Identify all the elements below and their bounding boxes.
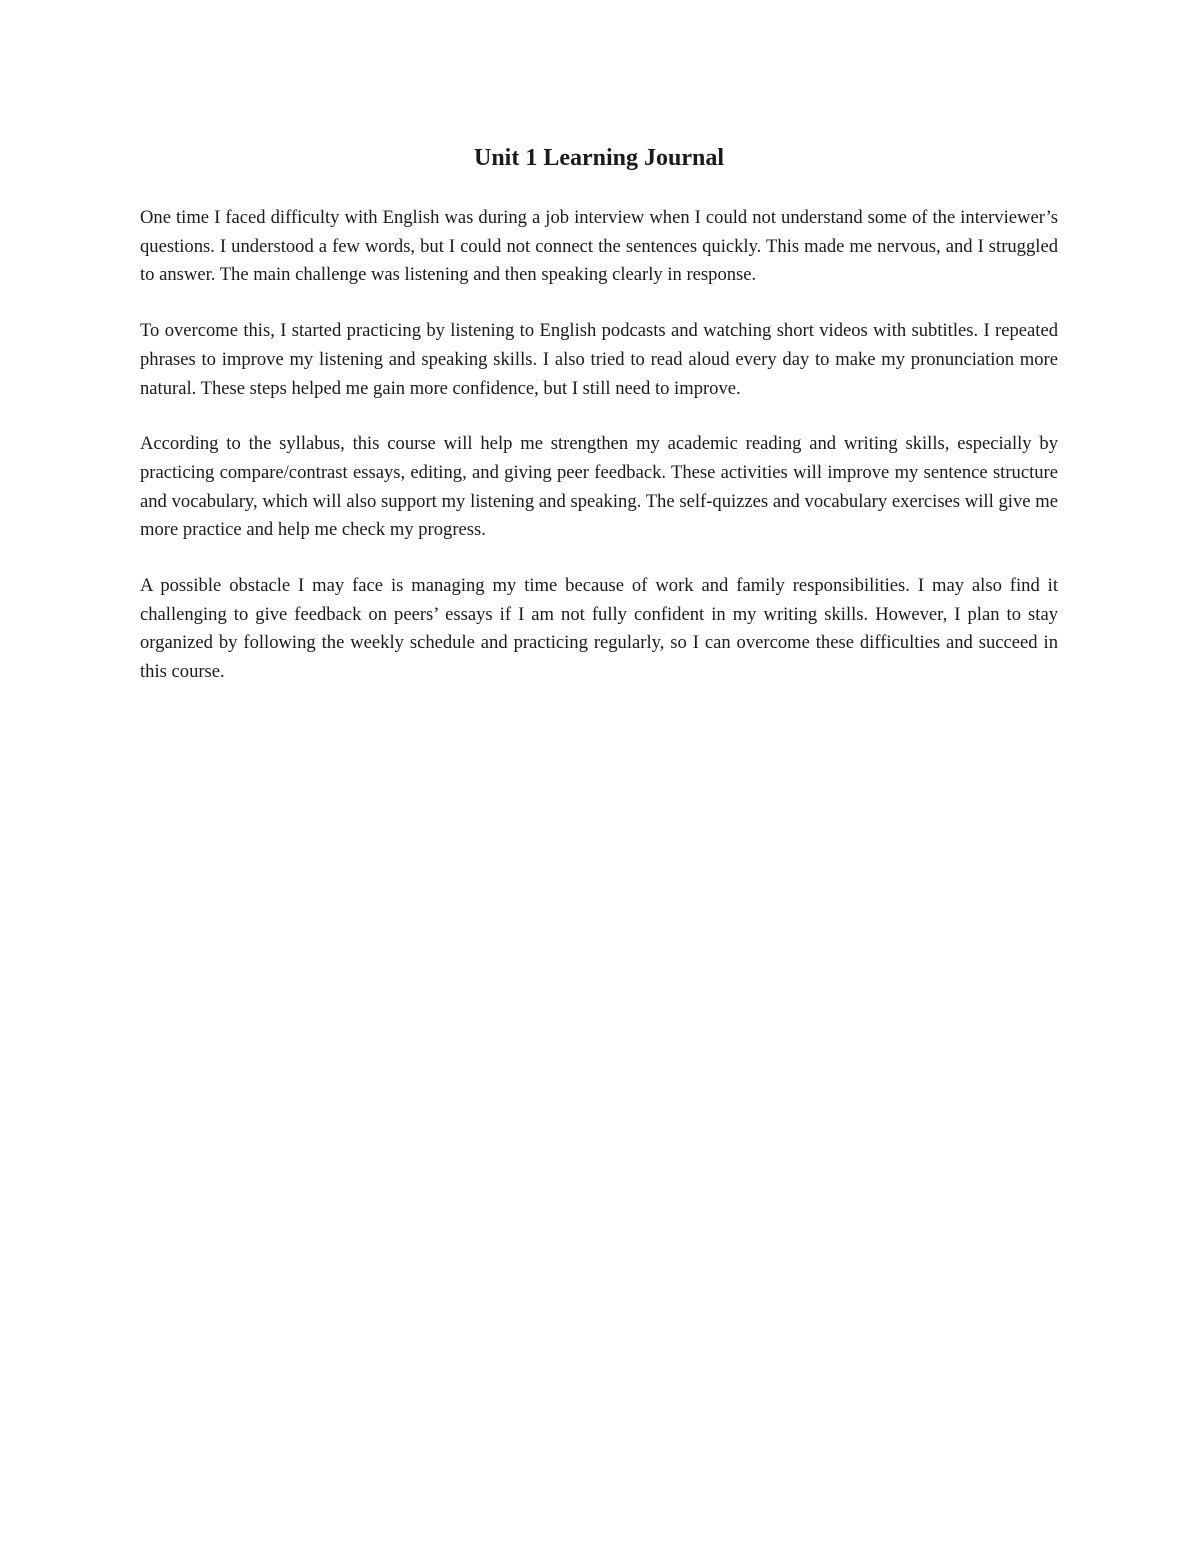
document-body <box>140 140 1058 714</box>
document-title: Unit 1 Learning Journal <box>473 145 725 171</box>
paragraph-1: One time I faced difficulty with English was during a job interview when I could not understand some of the interviewer’s questions. I understood a few words, but I could not connect the sentences quickly. This made me nervous, and I struggled to answer. The main challenge was listening and then speaking clearly in response. <box>140 207 1058 286</box>
paragraph-4: A possible obstacle I may face is managing my time because of work and family responsibilities. I may also find it challenging to give feedback on peers’ essays if I am not fully confident in my writing skills. However, I plan to stay organized by following the weekly schedule and practicing regularly, so I can overcome these difficulties and succeed in this course. <box>140 575 1058 683</box>
paragraph-2: To overcome this, I started practicing by listening to English podcasts and watching short videos with subtitles. I repeated phrases to improve my listening and speaking skills. I also tried to read aloud every day to make my pronunciation more natural. These steps helped me gain more confidence, but I still need to improve. <box>140 320 1058 399</box>
paragraph-3: According to the syllabus, this course will help me strengthen my academic reading and writing skills, especially by practicing compare/contrast essays, editing, and giving peer feedback. These activities will improve my sentence structure and vocabulary, which will also support my listening and speaking. The self-quizzes and vocabulary exercises will give me more practice and help me check my progress. <box>140 433 1058 541</box>
